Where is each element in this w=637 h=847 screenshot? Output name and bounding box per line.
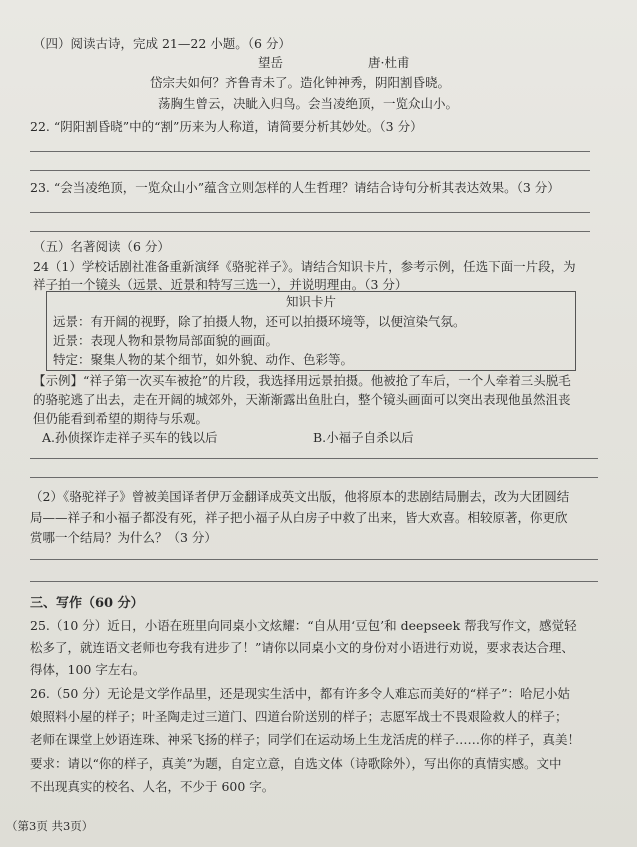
answer-line (30, 151, 590, 152)
question-24-line-2: 祥子拍一个镜头（远景、近景和特写三选一），并说明理由。（3 分） (33, 277, 408, 292)
question-24-line-1: 24（1）学校话剧社准备重新演绎《骆驼祥子》。请结合知识卡片，参考示例，任选下面一片段，为 (33, 259, 576, 274)
question-25-line-1: 25.（10 分）近日，小语在班里向同桌小文炫耀：“自从用‘豆包’和 deepseek 帮我写作文，感觉轻 (30, 618, 577, 633)
question-25-line-3: 得体，100 字左右。 (30, 662, 146, 677)
question-22: 22. “阴阳割昏晓”中的“割”历来为人称道，请简要分析其妙处。（3 分） (30, 119, 423, 134)
knowledge-card-row: 近景：表现人物和景物局部面貌的画面。 (53, 333, 279, 348)
option-b: B.小福子自杀以后 (313, 430, 414, 445)
question-26-line-1: 26.（50 分）无论是文学作品里，还是现实生活中，都有许多令人难忘而美好的“样子”：哈尼小姑 (30, 686, 571, 701)
question-24b-line-2: 局——祥子和小福子都没有死，祥子把小福子从白房子中救了出来，皆大欢喜。相较原著，你更欣 (30, 510, 568, 525)
question-24b-line-3: 赏哪一个结局？为什么？（3 分） (30, 530, 217, 545)
example-line-2: 的骆驼逃了出去，走在开阔的城郊外，天渐渐露出鱼肚白，整个镜头画面可以突出表现他虽然沮丧 (33, 392, 571, 407)
knowledge-card-row: 特定：聚集人物的某个细节，如外貌、动作、色彩等。 (53, 352, 354, 367)
section4-heading: （四）阅读古诗，完成 21—22 小题。（6 分） (33, 36, 291, 51)
example-line-1: 【示例】“祥子第一次买车被抢”的片段，我选择用远景拍摄。他被抢了车后，一个人牵着三头脱毛 (33, 373, 571, 388)
answer-line (30, 170, 590, 171)
page-number: （第3页 共3页） (6, 819, 94, 833)
answer-line (30, 212, 590, 213)
poem-line-2: 荡胸生曾云，决眦入归鸟。会当凌绝顶，一览众山小。 (158, 96, 459, 111)
knowledge-card-row: 远景：有开阔的视野，除了拍摄人物，还可以拍摄环境等，以便渲染气氛。 (53, 314, 466, 329)
poem-title: 望岳 (258, 55, 284, 70)
question-26-line-2: 娘照料小屋的样子；叶圣陶走过三道门、四道台阶送别的样子；志愿军战士不畏艰险救人的样子； (30, 709, 568, 724)
question-23: 23. “会当凌绝顶，一览众山小”蕴含立则怎样的人生哲理？请结合诗句分析其表达效果。（3 分） (30, 180, 560, 195)
answer-line (30, 477, 598, 478)
question-26-line-3: 老师在课堂上妙语连珠、神采飞扬的样子；同学们在运动场上生龙活虎的样子……你的样子，真美！ (30, 732, 581, 747)
example-line-3: 但仍能看到希望的期待与乐观。 (33, 411, 209, 426)
question-26-line-5: 不出现真实的校名、人名，不少于 600 字。 (30, 779, 275, 794)
poem-line-1: 岱宗夫如何？齐鲁青未了。造化钟神秀，阴阳割昏晓。 (150, 75, 451, 90)
answer-line (30, 581, 598, 582)
poem-author: 唐·杜甫 (368, 55, 410, 70)
question-26-line-4: 要求：请以“你的样子，真美”为题，自定立意，自选文体（诗歌除外），写出你的真情实感。文中 (30, 756, 562, 771)
writing-heading: 三、写作（60 分） (30, 596, 144, 611)
option-a: A.孙侦探诈走祥子买车的钱以后 (42, 430, 218, 445)
knowledge-card (46, 291, 576, 371)
answer-line (30, 231, 590, 232)
answer-line (30, 559, 598, 560)
question-25-line-2: 松多了，就连语文老师也夸我有进步了！”请你以同桌小文的身份对小语进行劝说，要求表达合理、 (30, 640, 574, 655)
knowledge-card-title: 知识卡片 (285, 294, 336, 309)
question-24b-line-1: （2）《骆驼祥子》曾被美国译者伊万金翻译成英文出版，他将原本的悲剧结局删去，改为大团圆结 (30, 489, 570, 504)
section5-heading: （五）名著阅读（6 分） (33, 239, 170, 254)
answer-line (30, 458, 598, 459)
